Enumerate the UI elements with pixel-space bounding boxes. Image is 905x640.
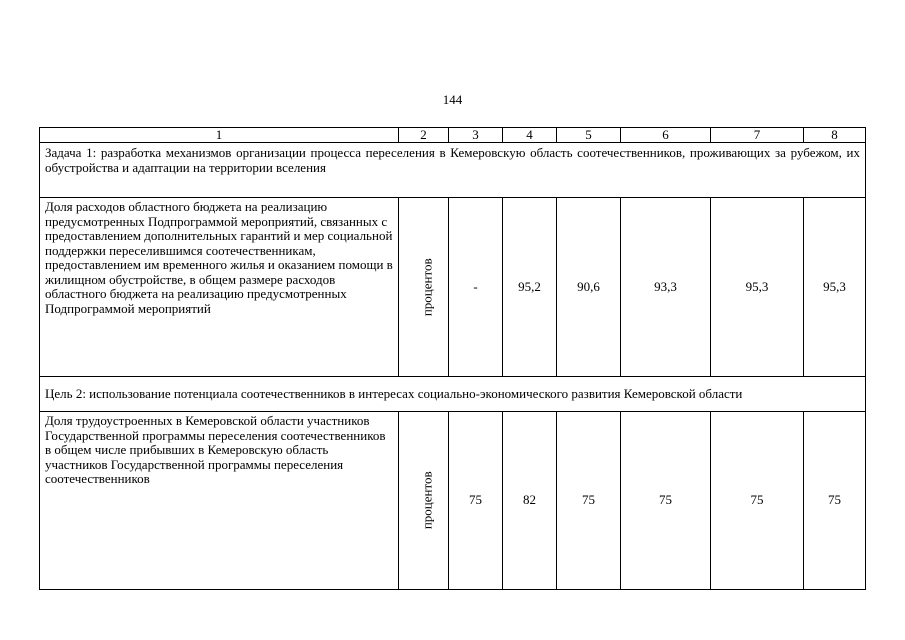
task-text: Задача 1: разработка механизмов организации процесса переселения в Кемеровскую область соотечественников, проживающих за рубежом, их обустройства и адаптации на территории вселения [40, 143, 866, 198]
value-cell-3: - [449, 198, 503, 377]
table-row [40, 412, 866, 590]
value-cell-8: 95,3 [804, 198, 866, 377]
indicator-description: Доля трудоустроенных в Кемеровской области участников Государственной программы переселения соотечественников в общем числе прибывших в Кемеровскую область участников Государственной программы переселения соотечественников [40, 412, 399, 590]
goal-row [40, 377, 866, 412]
header-cell-7: 7 [711, 128, 804, 143]
indicators-table [39, 127, 866, 590]
table-header-row [40, 128, 866, 143]
header-cell-1: 1 [40, 128, 399, 143]
value-cell-4: 95,2 [503, 198, 557, 377]
unit-cell [399, 412, 449, 590]
header-cell-8: 8 [804, 128, 866, 143]
value-cell-5: 75 [557, 412, 621, 590]
indicator-description: Доля расходов областного бюджета на реализацию предусмотренных Подпрограммой мероприятий, связанных с предоставлением дополнительных гарантий и мер социальной поддержки переселившимся соотечественникам, предоставлением им временного жилья и оказанием помощи в жилищном обустройстве, в общем размере расходов областного бюджета на реализацию предусмотренных Подпрограммой мероприятий [40, 198, 399, 377]
value-cell-4: 82 [503, 412, 557, 590]
header-cell-5: 5 [557, 128, 621, 143]
unit-label: процентов [419, 258, 435, 316]
header-cell-2: 2 [399, 128, 449, 143]
header-cell-6: 6 [621, 128, 711, 143]
value-cell-7: 95,3 [711, 198, 804, 377]
header-cell-4: 4 [503, 128, 557, 143]
task-row [40, 143, 866, 198]
value-cell-7: 75 [711, 412, 804, 590]
value-cell-6: 75 [621, 412, 711, 590]
value-cell-3: 75 [449, 412, 503, 590]
table-row [40, 198, 866, 377]
unit-label: процентов [419, 471, 435, 530]
page-number: 144 [442, 92, 463, 107]
value-cell-5: 90,6 [557, 198, 621, 377]
goal-text: Цель 2: использование потенциала соотечественников в интересах социально-экономического развития Кемеровской области [40, 377, 866, 412]
header-cell-3: 3 [449, 128, 503, 143]
value-cell-8: 75 [804, 412, 866, 590]
value-cell-6: 93,3 [621, 198, 711, 377]
unit-cell [399, 198, 449, 377]
